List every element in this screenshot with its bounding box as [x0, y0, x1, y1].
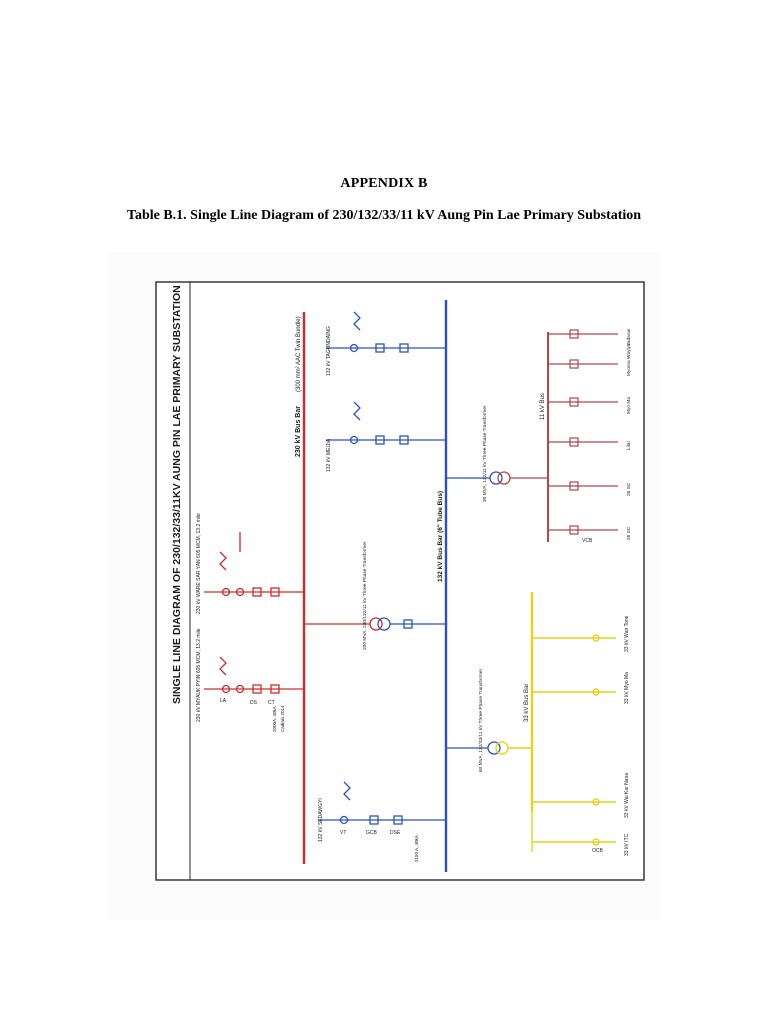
feeder-33kv-2: 33 kV Wai Kar Nana — [624, 772, 630, 818]
feeder-33kv-1: 33 kV ITC — [624, 833, 630, 856]
label-vcb: VCB — [582, 538, 593, 544]
label-cadmis: Cadmis 2014 — [280, 705, 285, 732]
label-rating-1: 2000A, 40kA — [272, 706, 277, 732]
label-ds: DS — [250, 700, 257, 706]
feeder-11kv-3: Lilar — [627, 440, 632, 450]
transformer-60-label: 60 MVA, 132/33/11 kV Three Phase Transformer — [479, 668, 484, 772]
appendix-title: APPENDIX B — [340, 176, 428, 191]
transformer-30-label: 30 MVA, 132/11 kV Three Phase Transformer — [483, 405, 488, 502]
label-dse: DSE — [390, 830, 401, 836]
feeder-11kv-6: Yadanar — [627, 328, 632, 346]
label-rating-2: 3150 A, 40kA — [414, 835, 419, 862]
feeder-132kv-1-label: 132 kV SEDAWGYI — [318, 798, 324, 842]
feeder-11kv-5: Myoma Wayiya — [627, 343, 632, 376]
label-ocb: OCB — [592, 848, 603, 854]
single-line-diagram-scan — [108, 252, 660, 920]
label-vt: VT — [340, 830, 347, 836]
single-line-diagram — [108, 252, 660, 920]
diagram-frame — [156, 282, 644, 880]
feeder-33kv-4: 33 kV Wan Tone — [624, 615, 630, 652]
label-ct: CT — [268, 700, 275, 706]
label-gcb: GCB — [366, 830, 377, 836]
feeder-230kv-2-label: 230 kV WARE SAR YAN 605 MCM, 13.2 mile — [196, 513, 202, 614]
feeder-132kv-2-label: 132 kV MEIJIA — [326, 438, 332, 472]
feeder-11kv-2: 26 SC — [627, 482, 632, 496]
bus-230kv-label: 230 kV Bus Bar — [295, 406, 302, 457]
bus-132kv-label: 132 kV Bus Bar (6" Tube Bus) — [437, 490, 444, 582]
bus-33kv-label: 33 kV Bus Bar — [524, 683, 530, 722]
bus-11kv-label: 11 kV Bus — [540, 393, 546, 420]
feeder-230kv-1-label: 230 kV MYAUK PYIN 605 MCM, 13.2 mile — [196, 628, 202, 722]
feeder-33kv-3: 33 kV Myo Ma — [624, 672, 630, 704]
bus-230kv-note: (300 mm² AAC Twin Bundle) — [296, 316, 302, 392]
table-caption: Table B.1. Single Line Diagram of 230/132/33/11 kV Aung Pin Lae Primary Substation — [126, 208, 642, 223]
diagram-title: SINGLE LINE DIAGRAM OF 230/132/33/11KV AUNG PIN LAE PRIMARY SUBSTATION — [171, 285, 183, 704]
feeder-11kv-4: Myo Ma — [627, 396, 632, 414]
label-la: LA — [220, 698, 227, 704]
transformer-200-label: 200 MVA, 230/132/11 kV Three Phase Transformer — [363, 541, 368, 650]
feeder-11kv-1: 26 SC — [627, 526, 632, 540]
feeder-132kv-3-label: 132 kV TAGUNDAING — [326, 326, 332, 376]
